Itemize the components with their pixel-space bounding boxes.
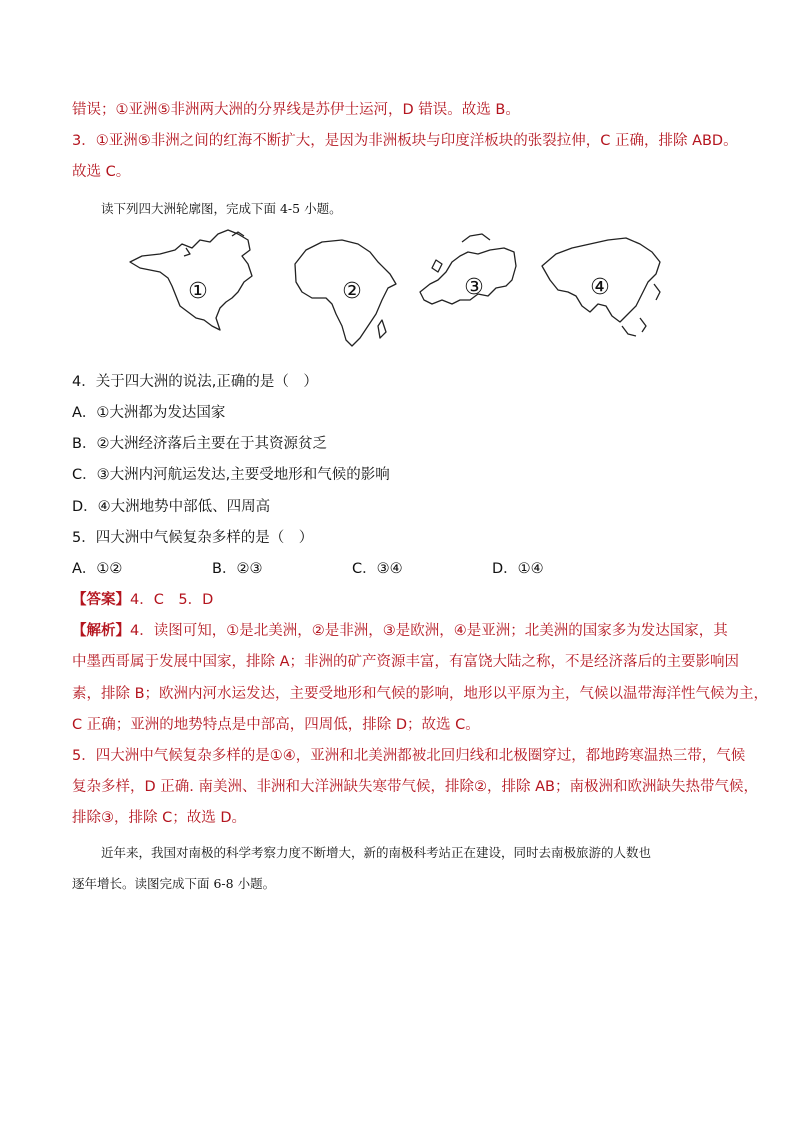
explanation-line-4: C 正确；亚洲的地势特点是中部高，四周低，排除 D；故选 C。 (72, 717, 480, 733)
text-line-1: 错误；①亚洲⑤非洲两大洲的分界线是苏伊士运河，D 错误。故选 B。 (72, 102, 520, 118)
question-4: 4．关于四大洲的说法,正确的是（ ） (72, 374, 318, 390)
explanation-text-1: 4．读图可知，①是北美洲，②是非洲，③是欧洲，④是亚洲；北美洲的国家多为发达国家，其 (130, 623, 728, 639)
explanation-line-7: 排除③，排除 C；故选 D。 (72, 810, 247, 826)
question-4-option-a: A．①大洲都为发达国家 (72, 405, 226, 421)
map-label-4: ④ (590, 275, 610, 300)
answer-tag: 【答案】 (72, 592, 130, 608)
question-intro-6-8-line-2: 逐年增长。读图完成下面 6-8 小题。 (72, 876, 276, 891)
map-label-2: ② (342, 279, 362, 304)
explanation-tag: 【解析】 (72, 623, 130, 639)
explanation-line-6: 复杂多样，D 正确. 南美洲、非洲和大洋洲缺失寒带气候，排除②，排除 AB；南极洲和欧洲缺失热带气候， (72, 779, 758, 795)
explanation-line-2: 中墨西哥属于发展中国家，排除 A；非洲的矿产资源丰富，有富饶大陆之称，不是经济落后的主要影响因 (72, 654, 740, 670)
question-4-option-b: B．②大洲经济落后主要在于其资源贫乏 (72, 436, 327, 452)
answer-line (72, 590, 732, 610)
explanation-line-3: 素，排除 B；欧洲内河水运发达，主要受地形和气候的影响，地形以平原为主，气候以温带海洋性气候为主， (72, 686, 769, 702)
text-line-3: 故选 C。 (72, 164, 131, 180)
question-intro-6-8-line-1: 近年来，我国对南极的科学考察力度不断增大，新的南极科考站正在建设，同时去南极旅游的人数也 (101, 845, 652, 860)
question-5-option-b: B．②③ (212, 561, 263, 577)
question-5-option-d: D．①④ (492, 561, 544, 577)
question-4-option-c: C．③大洲内河航运发达,主要受地形和气候的影响 (72, 467, 390, 483)
explanation-line-1 (72, 621, 732, 641)
answer-text: 4．C 5．D (130, 592, 214, 608)
continent-outline-maps (120, 222, 680, 357)
map-label-3: ③ (464, 275, 484, 300)
question-5-option-c: C．③④ (352, 561, 403, 577)
question-5: 5．四大洲中气候复杂多样的是（ ） (72, 530, 314, 546)
question-5-option-a: A．①② (72, 561, 123, 577)
text-line-2: 3．①亚洲⑤非洲之间的红海不断扩大，是因为非洲板块与印度洋板块的张裂拉伸，C 正确，排除 ABD。 (72, 133, 738, 149)
question-intro-4-5: 读下列四大洲轮廓图，完成下面 4-5 小题。 (101, 201, 342, 216)
explanation-line-5: 5．四大洲中气候复杂多样的是①④，亚洲和北美洲都被北回归线和北极圈穿过，都地跨寒温热三带，气候 (72, 748, 746, 764)
map-label-1: ① (188, 279, 208, 304)
question-4-option-d: D．④大洲地势中部低、四周高 (72, 499, 271, 515)
